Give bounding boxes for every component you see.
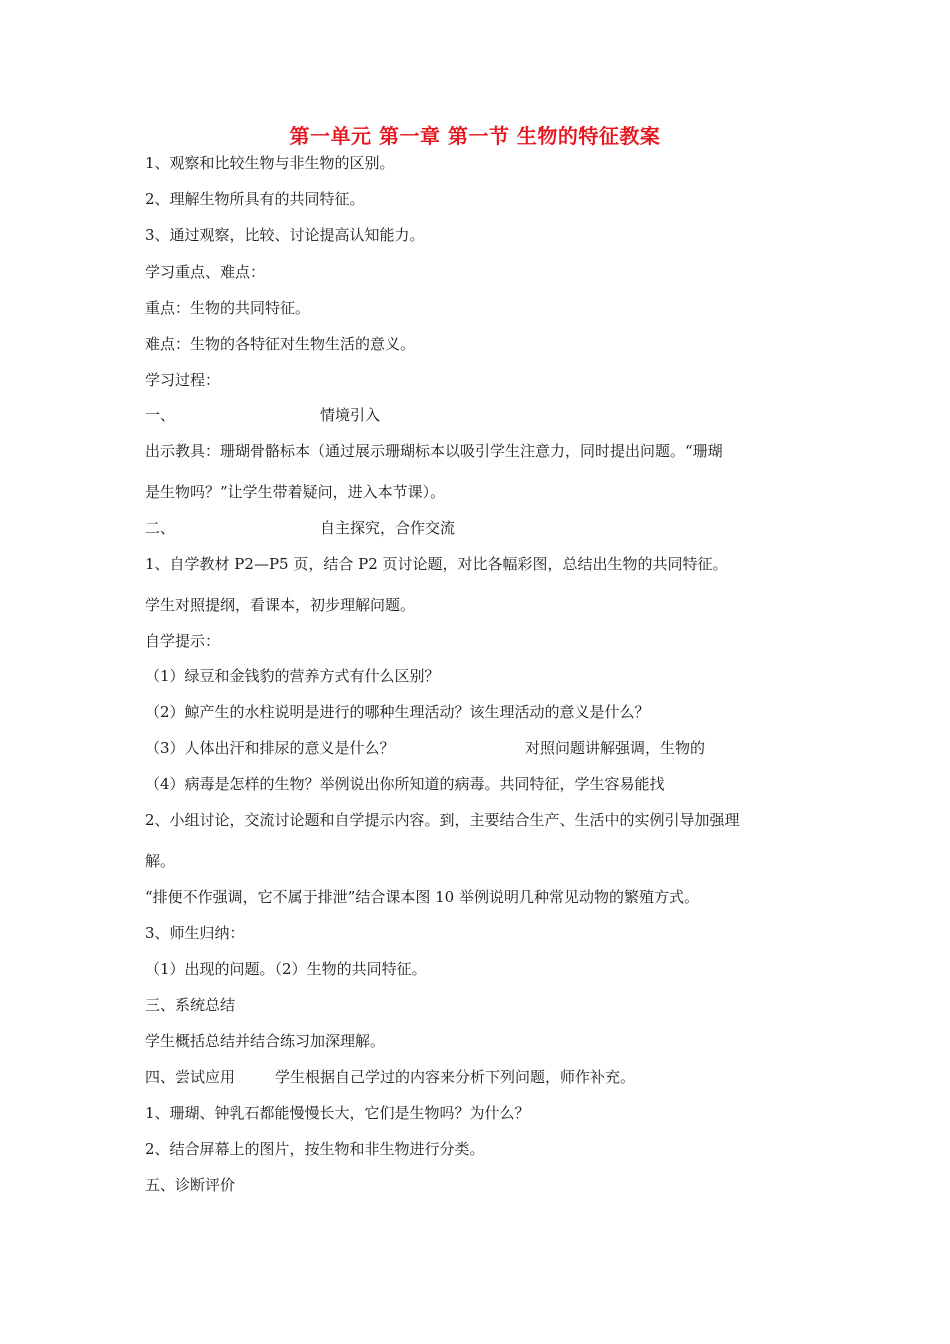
section-3-text: 学生概括总结并结合练习加深理解。 — [145, 1032, 386, 1050]
question-2: 2、结合屏幕上的图片，按生物和非生物进行分类。 — [145, 1140, 485, 1158]
page-title: 第一单元 第一章 第一节 生物的特征教案 — [289, 124, 661, 148]
show-materials-line-1: 出示教具：珊瑚骨骼标本（通过展示珊瑚标本以吸引学生注意力，同时提出问题。“珊瑚 — [145, 442, 723, 460]
section-1 — [145, 405, 381, 425]
section-2-number: 二、 — [145, 519, 176, 537]
step-3: 3、师生归纳： — [145, 924, 245, 942]
objective-3: 3、通过观察，比较、讨论提高认知能力。 — [145, 226, 425, 244]
step-2-line-3: “排便不作强调，它不属于排泄”结合课本图 10 举例说明几种常见动物的繁殖方式。 — [145, 888, 699, 906]
section-4-text: 学生根据自己学过的内容来分析下列问题，师作补充。 — [275, 1068, 636, 1086]
hint-3-text: （3）人体出汗和排尿的意义是什么？ — [145, 739, 395, 757]
section-3: 三、系统总结 — [145, 996, 236, 1014]
step-3-detail: （1）出现的问题。（2）生物的共同特征。 — [145, 960, 427, 978]
hints-label: 自学提示： — [145, 632, 221, 650]
difficult-point: 难点：生物的各特征对生物生活的意义。 — [145, 335, 416, 353]
key-points-heading: 学习重点、难点： — [145, 263, 266, 281]
step-1: 1、自学教材 P2—P5 页，结合 P2 页讨论题，对比各幅彩图，总结出生物的共同特征。 — [145, 555, 728, 573]
section-1-number: 一、 — [145, 406, 176, 424]
step-2-line-2: 解。 — [145, 852, 176, 870]
section-4-label: 四、尝试应用 — [145, 1068, 236, 1086]
process-heading: 学习过程： — [145, 371, 221, 389]
section-2 — [145, 518, 456, 538]
section-5: 五、诊断评价 — [145, 1176, 236, 1194]
hint-1: （1）绿豆和金钱豹的营养方式有什么区别？ — [145, 667, 440, 685]
key-point: 重点：生物的共同特征。 — [145, 299, 311, 317]
step-2-line-1: 2、小组讨论，交流讨论题和自学提示内容。到，主要结合生产、生活中的实例引导加强理 — [145, 811, 740, 829]
question-1: 1、珊瑚、钟乳石都能慢慢长大，它们是生物吗？为什么？ — [145, 1104, 530, 1122]
section-2-title: 自主探究，合作交流 — [320, 519, 456, 537]
hint-2: （2）鲸产生的水柱说明是进行的哪种生理活动？该生理活动的意义是什么？ — [145, 703, 650, 721]
show-materials-line-2: 是生物吗？”让学生带着疑问，进入本节课）。 — [145, 483, 446, 501]
hint-3 — [145, 738, 706, 758]
section-1-title: 情境引入 — [320, 406, 381, 424]
hint-4: （4）病毒是怎样的生物？举例说出你所知道的病毒。共同特征，学生容易能找 — [145, 775, 665, 793]
objective-1: 1、观察和比较生物与非生物的区别。 — [145, 154, 395, 172]
objective-2: 2、理解生物所具有的共同特征。 — [145, 190, 365, 208]
section-4 — [145, 1067, 636, 1087]
hint-3-side-note: 对照问题讲解强调，生物的 — [525, 739, 706, 757]
step-1-note: 学生对照提纲，看课本，初步理解问题。 — [145, 596, 416, 614]
